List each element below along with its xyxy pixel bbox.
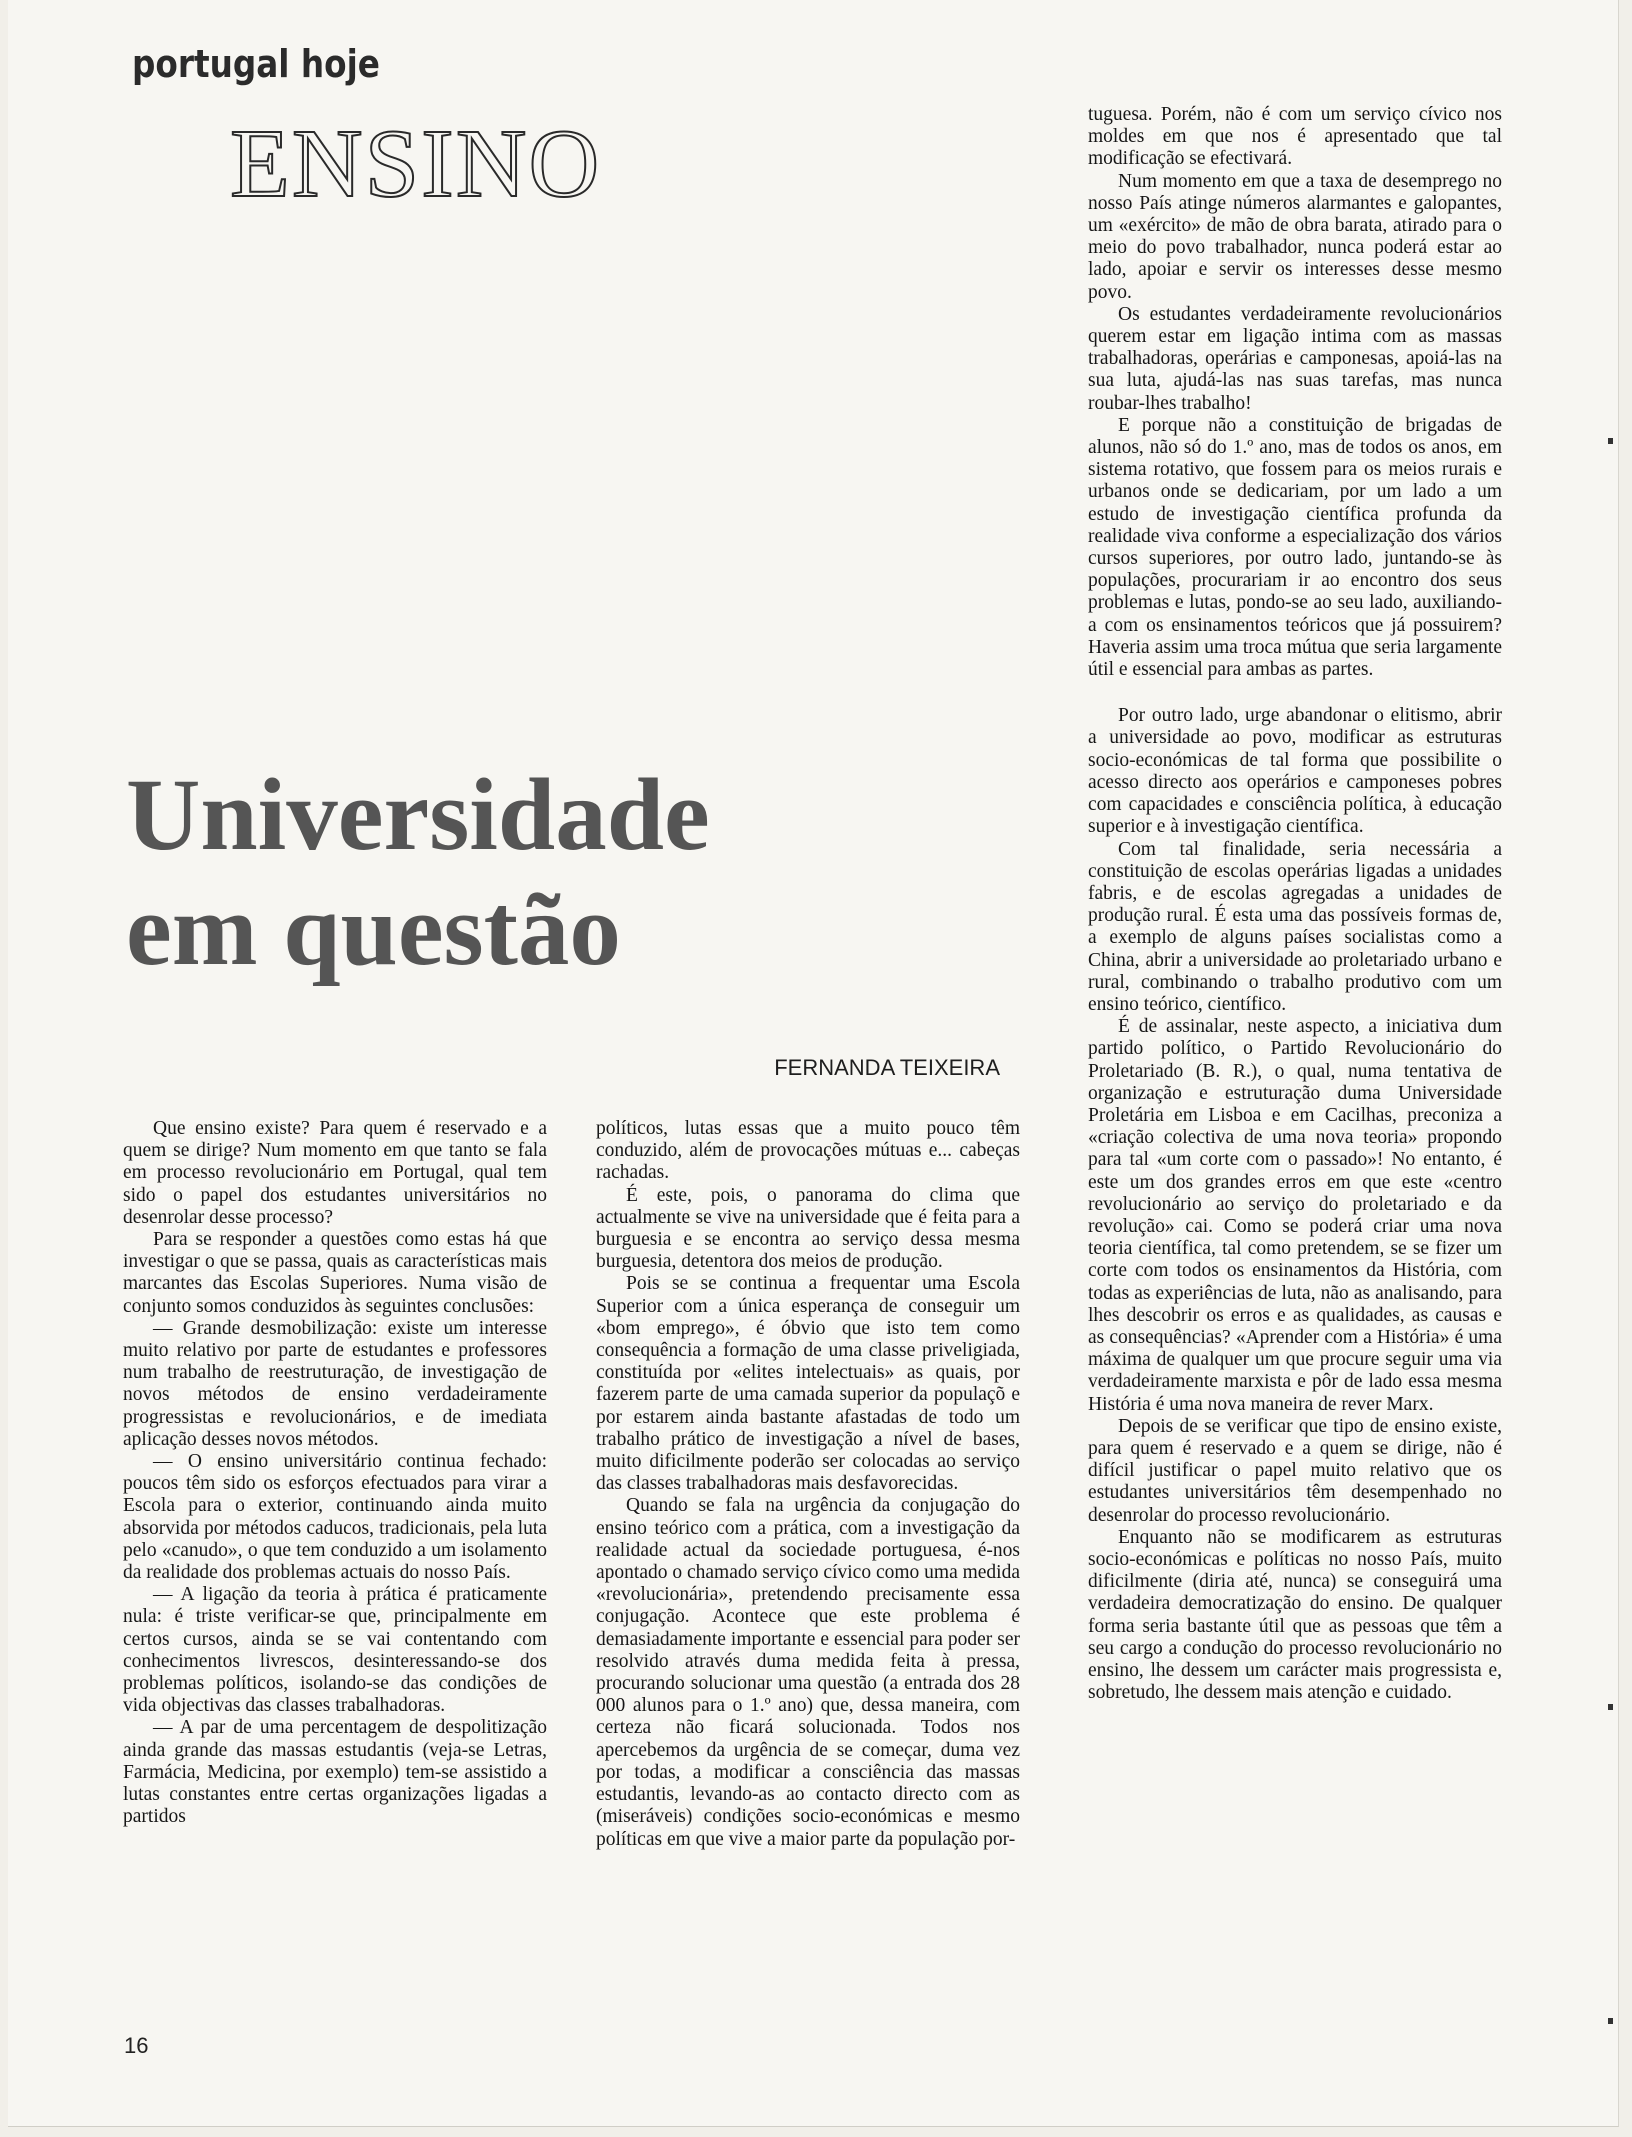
paragraph: Que ensino existe? Para quem é reservado e a quem se dirige? Num momento em que tanto se fala em processo revolucionário em Portugal, qual tem sido o papel dos estudantes universitários no desenrolar desse processo? (123, 1118, 547, 1228)
paragraph: É este, pois, o panorama do clima que actualmente se vive na universidade que é feita para a burguesia e se encontra ao serviço dessa mesma burguesia, detentora dos meios de produção. (596, 1184, 1020, 1273)
paragraph: E porque não a constituição de brigadas de alunos, não só do 1.º ano, mas de todos os anos, em sistema rotativo, que fossem para os meios rurais e urbanos onde se dedicariam, por um lado a um estudo de investigação científica profunda da realidade viva conforme a especialização dos vários cursos superiores, por outro lado, juntando-se às populações, procurariam ir ao encontro dos seus problemas e lutas, pondo-se ao seu lado, auxiliando-a com os ensinamentos teóricos que já possuirem? Haveria assim uma troca mútua que seria largamente útil e essencial para ambas as partes. (1088, 414, 1502, 681)
paragraph: — Grande desmobilização: existe um interesse muito relativo por parte de estudantes e professores num trabalho de reestruturação, de investigação de novos métodos de ensino verdadeiramente progressistas e revolucionários, e de imediata aplicação desses novos métodos. (123, 1317, 547, 1450)
paragraph: — A ligação da teoria à prática é praticamente nula: é triste verificar-se que, principalmente em certos cursos, ainda se se vai contentando com conhecimentos livrescos, desinteressando-se dos problemas políticos, isolando-se das condições de vida objectivas das classes trabalhadoras. (123, 1584, 547, 1717)
page-number: 16 (124, 2033, 149, 2058)
paragraph: Pois se se continua a frequentar uma Escola Superior com a única esperança de conseguir um «bom emprego», é óbvio que isto tem como consequência a formação de uma classe priveligiada, constituída por «elites intelectuais» as quais, por fazerem parte de uma camada superior da populaçõ e por estarem ainda bastante afastadas de todo um trabalho prático de investigação a nível de bases, muito dificilmente poderão ser colocadas ao serviço das classes trabalhadoras mais desfavorecidas. (596, 1273, 1020, 1495)
byline: FERNANDA TEIXEIRA (774, 1055, 1000, 1080)
paragraph: — A par de uma percentagem de despolitização ainda grande das massas estudantis (veja-se Letras, Farmácia, Medicina, por exemplo) tem-se assistido a lutas constantes entre certas organizações ligadas a partidos (123, 1717, 547, 1828)
paragraph: É de assinalar, neste aspecto, a iniciativa dum partido político, o Partido Revolucionário do Proletariado (B. R.), o qual, numa tentativa de organização e estruturação duma Universidade Proletária em Lisboa e em Cacilhas, preconiza a «criação colectiva de uma nova teoria» propondo para tal «um corte com o passado»! No entanto, é este um dos grandes erros em que este «centro revolucionário ao serviço do proletariado e da revolução» cai. Como se poderá criar uma nova teoria científica, tal como pretendem, se se fizer um corte com todos os ensinamentos da História, com todas as experiências de luta, não as analisando, para lhes descobrir os erros e as qualidades, as causas e as consequências? «Aprender com a História» é uma máxima de qualquer um que procure seguir uma via verdadeiramente marxista e pôr de lado essa mesma História é uma nova maneira de rever Marx. (1088, 1016, 1502, 1415)
binding-mark (1608, 2018, 1613, 2024)
paragraph: Enquanto não se modificarem as estruturas socio-económicas e políticas no nosso País, muito dificilmente (diria até, nunca) se conseguirá uma verdadeira democratização do ensino. De qualquer forma seria bastante útil que as pessoas que têm a seu cargo a condução do processo revolucionário no ensino, lhe dessem um carácter mais progressista e, sobretudo, lhe dessem mais atenção e cuidado. (1088, 1526, 1502, 1704)
binding-mark (1608, 1704, 1613, 1710)
binding-mark (1608, 438, 1613, 444)
paragraph: Num momento em que a taxa de desemprego no nosso País atinge números alarmantes e galopantes, um «exército» de mão de obra barata, atirado para o meio do povo trabalhador, nunca poderá estar ao lado, apoiar e servir os interesses desse mesmo povo. (1088, 170, 1502, 303)
paragraph: Quando se fala na urgência da conjugação do ensino teórico com a prática, com a investigação da realidade actual da sociedade portuguesa, é-nos apontado o chamado serviço cívico como uma medida «revolucionária», pretendendo precisamente essa conjugação. Acontece que este problema é demasiadamente importante e essencial para poder ser resolvido através duma medida feita à pressa, procurando solucionar uma questão (a entrada dos 28 000 alunos para o 1.º ano) que, dessa maneira, com certeza não ficará solucionada. Todos nos apercebemos da urgência de se começar, duma vez por todas, a modificar a consciência das massas estudantis, levando-as ao contacto directo com as (miseráveis) condições socio-económicas e mesmo políticas em que vive a maior parte da população por- (596, 1495, 1020, 1850)
headline-line: Universidade (126, 758, 710, 872)
text-column-3 (1088, 104, 1502, 1704)
headline-line: em questão (126, 873, 621, 987)
show-through-texture (548, 110, 1018, 670)
paragraph: — O ensino universitário continua fechado: poucos têm sido os esforços efectuados para virar a Escola para o exterior, continuando ainda muito absorvida por métodos caducos, tradicionais, pela luta pelo «canudo», o que tem conduzido a um isolamento da realidade dos problemas actuais do nosso País. (123, 1451, 547, 1584)
paragraph: tuguesa. Porém, não é com um serviço cívico nos moldes em que nos é apresentado que tal modificação se efectivará. (1088, 104, 1502, 170)
paragraph: políticos, lutas essas que a muito pouco têm conduzido, além de provocações mútuas e... cabeças rachadas. (596, 1118, 1020, 1184)
paragraph: Com tal finalidade, seria necessária a constituição de escolas operárias ligadas a unidades fabris, e de escolas agregadas a unidades de produção rural. É esta uma das possíveis formas de, a exemplo de alguns países socialistas como a China, abrir a universidade ao proletariado urbano e rural, combinando o trabalho produtivo com um ensino teórico, científico. (1088, 838, 1502, 1015)
section-label: portugal hoje (132, 42, 380, 86)
paragraph: Para se responder a questões como estas há que investigar o que se passa, quais as características mais marcantes das Escolas Superiores. Numa visão de conjunto somos conduzidos às seguintes conclusões: (123, 1229, 547, 1317)
paragraph: Por outro lado, urge abandonar o elitismo, abrir a universidade ao povo, modificar as estruturas socio-económicas de tal forma que possibilite o acesso directo aos operários e camponeses pobres com capacidades e consciência política, à educação superior e à investigação científica. (1088, 705, 1502, 838)
magazine-page (8, 0, 1619, 2127)
kicker-title: ENSINO (230, 110, 602, 218)
article-headline (126, 758, 710, 988)
paragraph-gap (1088, 681, 1502, 705)
text-column-2 (596, 1118, 1020, 1851)
paragraph: Depois de se verificar que tipo de ensino existe, para quem é reservado e a quem se dirige, não é difícil justificar o papel muito relativo que os estudantes universitários têm desempenhado no desenrolar do processo revolucionário. (1088, 1415, 1502, 1526)
paragraph: Os estudantes verdadeiramente revolucionários querem estar em ligação intima com as massas trabalhadoras, operárias e camponesas, apoiá-las na sua luta, ajudá-las nas suas tarefas, mas nunca roubar-lhes trabalho! (1088, 303, 1502, 414)
text-column-1 (123, 1118, 547, 1829)
